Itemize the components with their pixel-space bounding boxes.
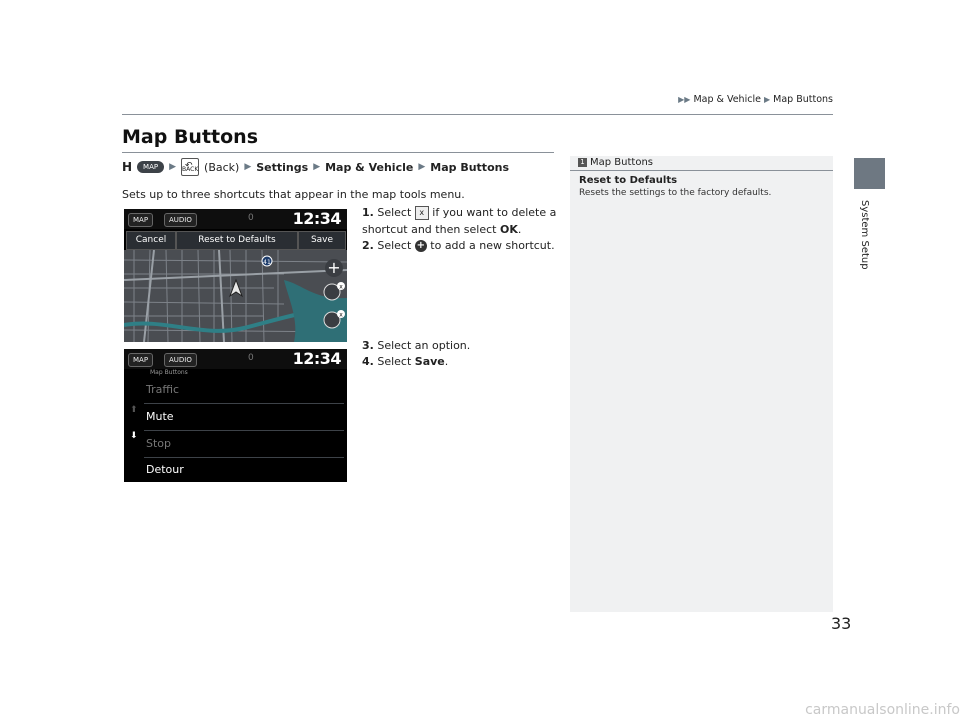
breadcrumb <box>678 94 833 105</box>
path-item: Map Buttons <box>430 160 510 174</box>
note-heading: 1 Map Buttons <box>578 157 653 168</box>
map-button-icon: MAP <box>137 161 164 173</box>
map-pill[interactable]: MAP <box>128 353 153 367</box>
arrow-icon: ▶ <box>313 162 321 172</box>
back-label: (Back) <box>204 160 240 174</box>
map-view <box>124 250 347 342</box>
arrow-icon: ▶ <box>763 95 771 104</box>
cancel-button[interactable]: Cancel <box>126 231 176 250</box>
header-rule <box>122 114 833 115</box>
intro-text: Sets up to three shortcuts that appear in the map tools menu. <box>122 188 465 201</box>
note-rule <box>570 170 833 171</box>
step-4: 4. Select Save. <box>362 355 449 368</box>
arrow-icon: ▶ <box>418 162 426 172</box>
back-icon: ↶ BACK <box>181 158 199 176</box>
option-detour[interactable]: Detour <box>144 457 344 482</box>
step-1: 1. Select x if you want to delete a shortcut and then select OK. <box>362 206 557 236</box>
home-icon: H <box>122 160 133 174</box>
path-item: Settings <box>256 160 309 174</box>
reset-to-defaults-button[interactable]: Reset to Defaults <box>176 231 298 250</box>
svg-text:+: + <box>327 258 341 277</box>
scroll-down-icon[interactable]: ⬇ <box>130 431 138 441</box>
svg-text:x: x <box>339 311 343 319</box>
double-arrow-icon: ▶▶ <box>678 95 691 104</box>
options-screen <box>124 349 347 482</box>
status-bar <box>124 209 347 229</box>
scroll-up-icon[interactable]: ⬆ <box>130 405 138 415</box>
arrow-icon: ▶ <box>244 162 252 172</box>
watermark: carmanualsonline.info <box>805 702 960 718</box>
section-tab <box>854 158 885 189</box>
breadcrumb-item: Map Buttons <box>773 94 833 105</box>
note-title: Reset to Defaults <box>579 175 678 186</box>
page-title: Map Buttons <box>122 126 259 148</box>
status-bar <box>124 349 347 369</box>
note-panel <box>570 156 833 612</box>
step-list <box>362 205 562 371</box>
option-stop[interactable]: Stop <box>144 431 344 458</box>
save-button[interactable]: Save <box>298 231 346 250</box>
audio-pill[interactable]: AUDIO <box>164 213 197 227</box>
section-label: System Setup <box>859 200 870 270</box>
page-number: 33 <box>831 614 852 633</box>
indicator: 0 <box>248 353 254 363</box>
navigation-path <box>122 158 509 176</box>
svg-text:x: x <box>339 283 343 291</box>
step-3: 3. Select an option. <box>362 338 471 352</box>
clock: 12:34 <box>292 349 341 368</box>
map-screen <box>124 209 347 342</box>
clock: 12:34 <box>292 209 341 228</box>
audio-pill[interactable]: AUDIO <box>164 353 197 367</box>
option-traffic[interactable]: Traffic <box>144 377 344 404</box>
title-rule <box>122 152 554 153</box>
note-body: Resets the settings to the factory defaults. <box>579 188 772 198</box>
svg-text:41: 41 <box>263 259 271 266</box>
add-shortcut-icon: + <box>416 240 425 251</box>
option-mute[interactable]: Mute <box>144 404 344 431</box>
breadcrumb-item: Map & Vehicle <box>693 94 761 105</box>
list-title: Map Buttons <box>150 369 188 376</box>
step-2: 2. Select + to add a new shortcut. <box>362 239 555 252</box>
path-item: Map & Vehicle <box>325 160 414 174</box>
delete-shortcut-icon: x <box>415 206 429 220</box>
indicator: 0 <box>248 213 254 223</box>
map-pill[interactable]: MAP <box>128 213 153 227</box>
arrow-icon: ▶ <box>169 162 177 172</box>
note-number: 1 <box>578 158 587 167</box>
